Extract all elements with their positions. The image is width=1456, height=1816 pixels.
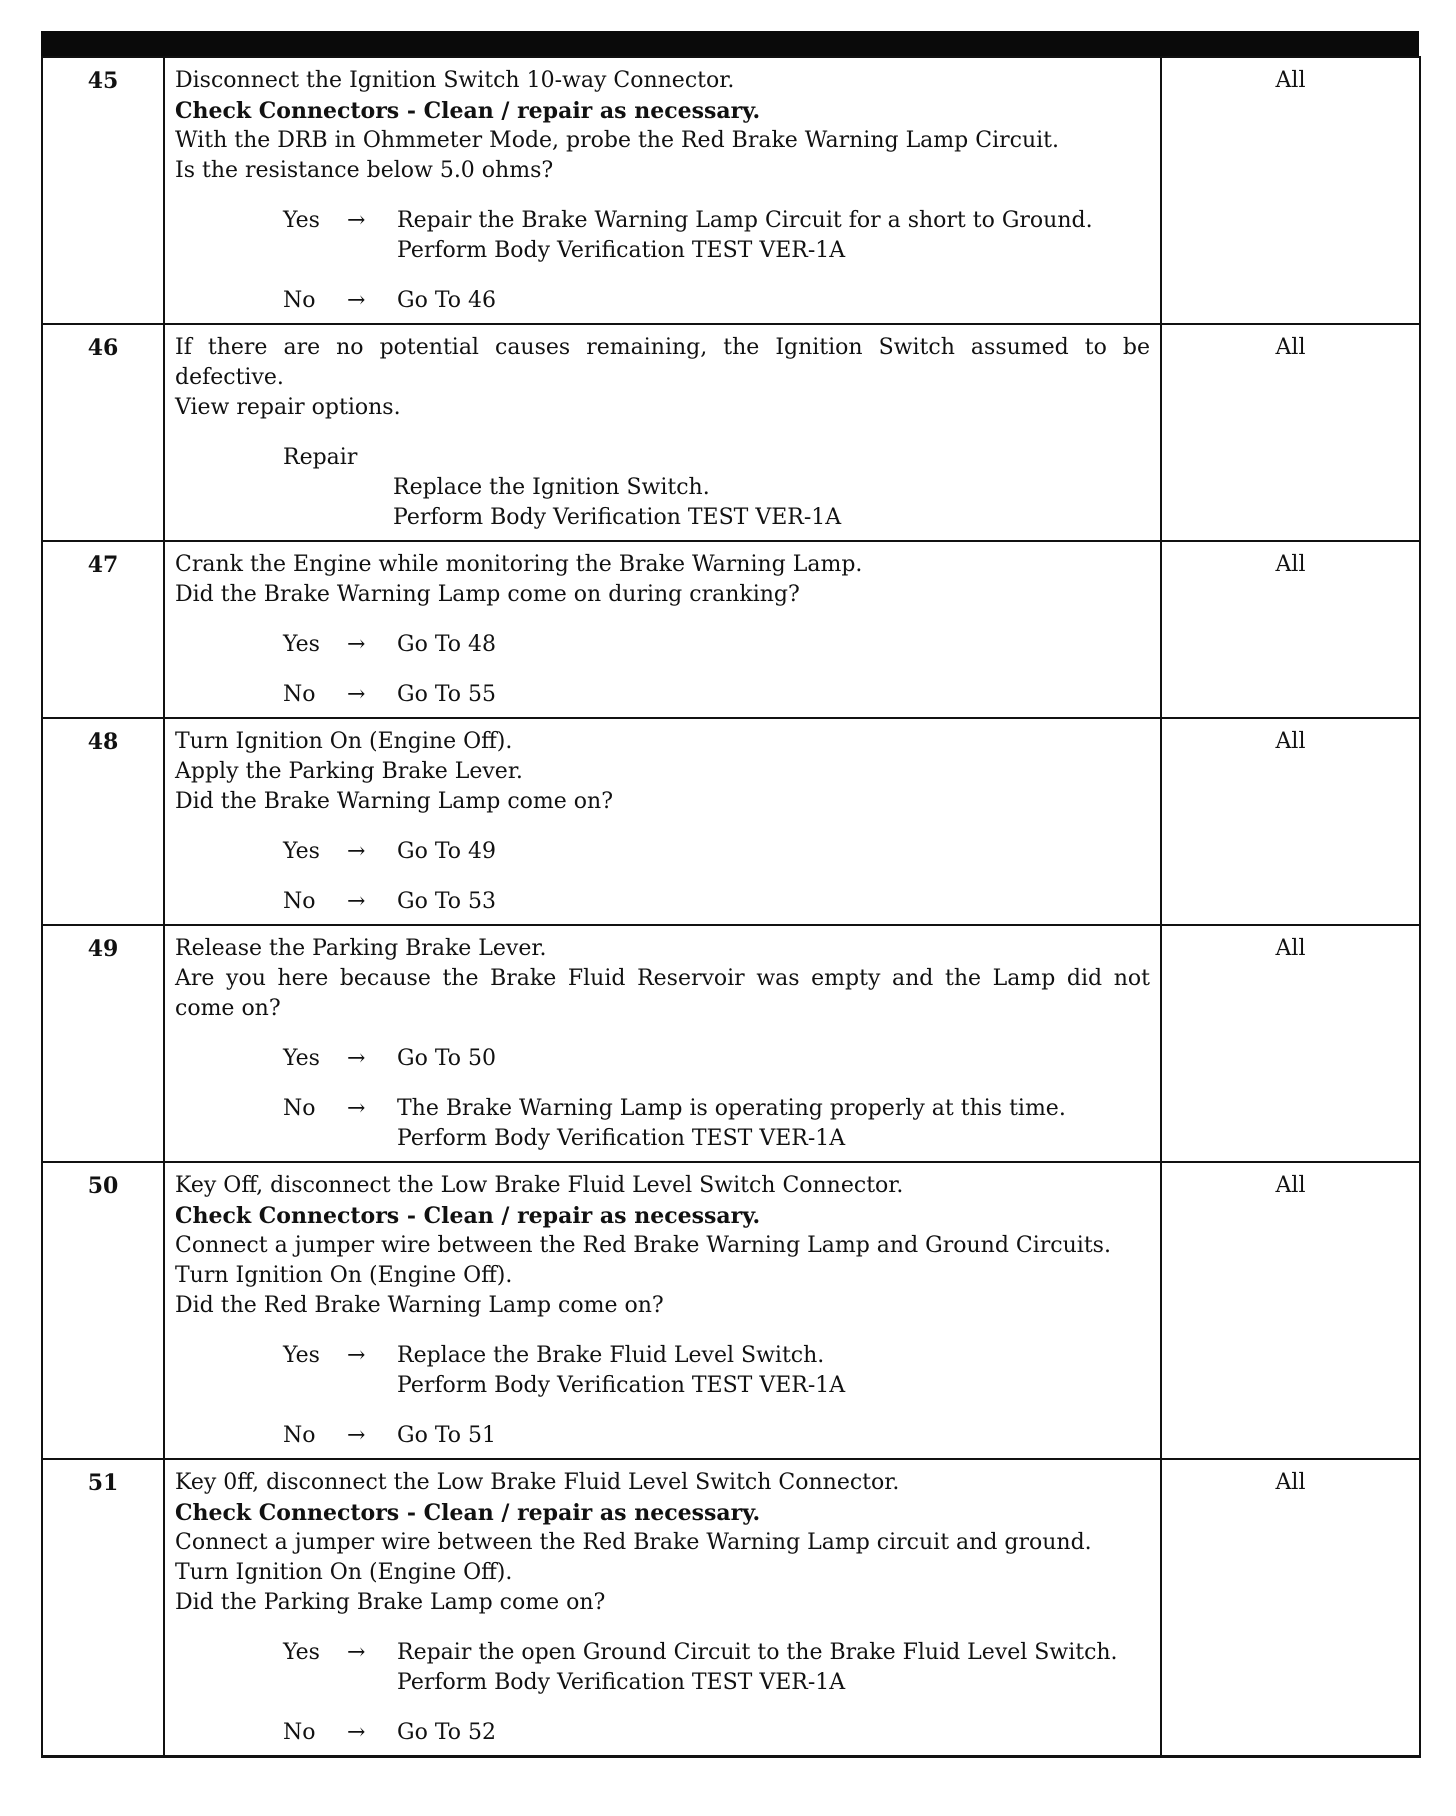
step-instructions (164, 1459, 1161, 1757)
answer-action (397, 286, 1150, 316)
step-instructions (164, 541, 1161, 718)
yes-answer (283, 1638, 1150, 1698)
answer-key: No (283, 1423, 316, 1448)
step-row (42, 541, 1420, 718)
instruction-line: Turn Ignition On (Engine Off). (175, 729, 513, 754)
instruction-line: With the DRB in Ohmmeter Mode, probe the Red Brake Warning Lamp Circuit. (175, 128, 1059, 153)
answer-action-line: The Brake Warning Lamp is operating properly at this time. (397, 1096, 1066, 1121)
step-instructions (164, 324, 1161, 541)
answer-key: No (283, 288, 316, 313)
no-answer (283, 1718, 1150, 1748)
step-number: 45 (42, 57, 164, 324)
right-arrow-icon: → (347, 1046, 366, 1071)
no-answer (283, 680, 1150, 710)
instruction-line: Connect a jumper wire between the Red Brake Warning Lamp circuit and ground. (175, 1530, 1092, 1555)
repair-steps (393, 473, 1150, 533)
step-number: 48 (42, 718, 164, 925)
step-row (42, 1459, 1420, 1757)
instruction-line: Key Off, disconnect the Low Brake Fluid Level Switch Connector. (175, 1173, 904, 1198)
answer-action-line: Replace the Brake Fluid Level Switch. (397, 1343, 825, 1368)
answer-action-line: Perform Body Verification TEST VER-1A (397, 1126, 846, 1151)
right-arrow-icon: → (347, 208, 366, 233)
no-answer (283, 286, 1150, 316)
answer-action-line: Go To 46 (397, 288, 497, 313)
right-arrow-icon: → (347, 1640, 366, 1665)
applicability: All (1161, 1162, 1420, 1459)
answer-action-line: Go To 53 (397, 889, 497, 914)
answer-action (397, 1421, 1150, 1451)
answer-action-line: Go To 52 (397, 1720, 497, 1745)
answer-action-line: Repair the open Ground Circuit to the Brake Fluid Level Switch. (397, 1640, 1118, 1665)
instruction-line: View repair options. (175, 395, 401, 420)
right-arrow-icon: → (347, 288, 366, 313)
instruction-line: Connect a jumper wire between the Red Brake Warning Lamp and Ground Circuits. (175, 1233, 1111, 1258)
answer-key: Yes (283, 839, 320, 864)
applicability: All (1161, 57, 1420, 324)
answer-key: No (283, 682, 316, 707)
instruction-line: Did the Brake Warning Lamp come on during cranking? (175, 582, 800, 607)
yes-answer (283, 837, 1150, 867)
step-number: 51 (42, 1459, 164, 1757)
yes-answer (283, 206, 1150, 266)
step-row (42, 1162, 1420, 1459)
instruction-line: Did the Brake Warning Lamp come on? (175, 789, 614, 814)
instruction-line: Turn Ignition On (Engine Off). (175, 1560, 513, 1585)
answer-action (397, 1094, 1150, 1154)
diagnostic-test-sheet (41, 31, 1419, 1758)
instruction-line: Is the resistance below 5.0 ohms? (175, 158, 554, 183)
right-arrow-icon: → (347, 682, 366, 707)
answer-key: No (283, 1096, 316, 1121)
check-connectors-note: Check Connectors - Clean / repair as necessary. (175, 98, 761, 124)
answer-action (397, 1718, 1150, 1748)
instruction-line: Release the Parking Brake Lever. (175, 936, 547, 961)
answer-key: Yes (283, 1343, 320, 1368)
answer-action (397, 837, 1150, 867)
answer-action-line: Perform Body Verification TEST VER-1A (397, 1670, 846, 1695)
answer-action (397, 1638, 1150, 1698)
no-answer (283, 887, 1150, 917)
step-instructions (164, 1162, 1161, 1459)
instruction-line: Crank the Engine while monitoring the Brake Warning Lamp. (175, 552, 863, 577)
header-bar (41, 31, 1419, 56)
answer-key: Yes (283, 632, 320, 657)
answer-key: No (283, 1720, 316, 1745)
yes-answer (283, 1044, 1150, 1074)
answer-action (397, 680, 1150, 710)
instruction-line: Apply the Parking Brake Lever. (175, 759, 523, 784)
yes-answer (283, 1341, 1150, 1401)
step-instructions (164, 57, 1161, 324)
repair-step-line: Perform Body Verification TEST VER-1A (393, 505, 842, 530)
right-arrow-icon: → (347, 1423, 366, 1448)
instruction-line: Disconnect the Ignition Switch 10-way Connector. (175, 68, 735, 93)
answer-action-line: Go To 55 (397, 682, 497, 707)
applicability: All (1161, 718, 1420, 925)
instruction-line: Are you here because the Brake Fluid Reservoir was empty and the Lamp did not come on? (175, 966, 1150, 1021)
step-row (42, 324, 1420, 541)
step-number: 49 (42, 925, 164, 1162)
answer-action-line: Repair the Brake Warning Lamp Circuit for a short to Ground. (397, 208, 1093, 233)
instruction-line: If there are no potential causes remaining, the Ignition Switch assumed to be defective. (175, 335, 1150, 390)
right-arrow-icon: → (347, 1343, 366, 1368)
applicability: All (1161, 1459, 1420, 1757)
step-row (42, 57, 1420, 324)
step-row (42, 925, 1420, 1162)
step-number: 50 (42, 1162, 164, 1459)
no-answer (283, 1421, 1150, 1451)
step-row (42, 718, 1420, 925)
answer-action-line: Go To 51 (397, 1423, 497, 1448)
answer-action-line: Perform Body Verification TEST VER-1A (397, 1373, 846, 1398)
answer-action (397, 1044, 1150, 1074)
answer-key: Yes (283, 1046, 320, 1071)
instruction-line: Turn Ignition On (Engine Off). (175, 1263, 513, 1288)
check-connectors-note: Check Connectors - Clean / repair as necessary. (175, 1500, 761, 1526)
instruction-line: Did the Red Brake Warning Lamp come on? (175, 1293, 664, 1318)
right-arrow-icon: → (347, 889, 366, 914)
repair-options (283, 443, 1150, 533)
step-number: 47 (42, 541, 164, 718)
applicability: All (1161, 324, 1420, 541)
instruction-line: Did the Parking Brake Lamp come on? (175, 1590, 606, 1615)
answer-action-line: Go To 48 (397, 632, 497, 657)
applicability: All (1161, 925, 1420, 1162)
applicability: All (1161, 541, 1420, 718)
check-connectors-note: Check Connectors - Clean / repair as necessary. (175, 1203, 761, 1229)
answer-action-line: Go To 49 (397, 839, 497, 864)
answer-key: Yes (283, 208, 320, 233)
answer-action (397, 206, 1150, 266)
answer-key: Yes (283, 1640, 320, 1665)
answer-action-line: Go To 50 (397, 1046, 497, 1071)
answer-action (397, 1341, 1150, 1401)
step-instructions (164, 925, 1161, 1162)
diagnostic-steps-table (41, 56, 1421, 1758)
repair-label: Repair (283, 445, 358, 470)
answer-action-line: Perform Body Verification TEST VER-1A (397, 238, 846, 263)
step-number: 46 (42, 324, 164, 541)
answer-key: No (283, 889, 316, 914)
yes-answer (283, 630, 1150, 660)
answer-action (397, 630, 1150, 660)
right-arrow-icon: → (347, 839, 366, 864)
no-answer (283, 1094, 1150, 1154)
right-arrow-icon: → (347, 1096, 366, 1121)
step-instructions (164, 718, 1161, 925)
right-arrow-icon: → (347, 1720, 366, 1745)
repair-step-line: Replace the Ignition Switch. (393, 475, 710, 500)
right-arrow-icon: → (347, 632, 366, 657)
answer-action (397, 887, 1150, 917)
instruction-line: Key 0ff, disconnect the Low Brake Fluid Level Switch Connector. (175, 1470, 900, 1495)
